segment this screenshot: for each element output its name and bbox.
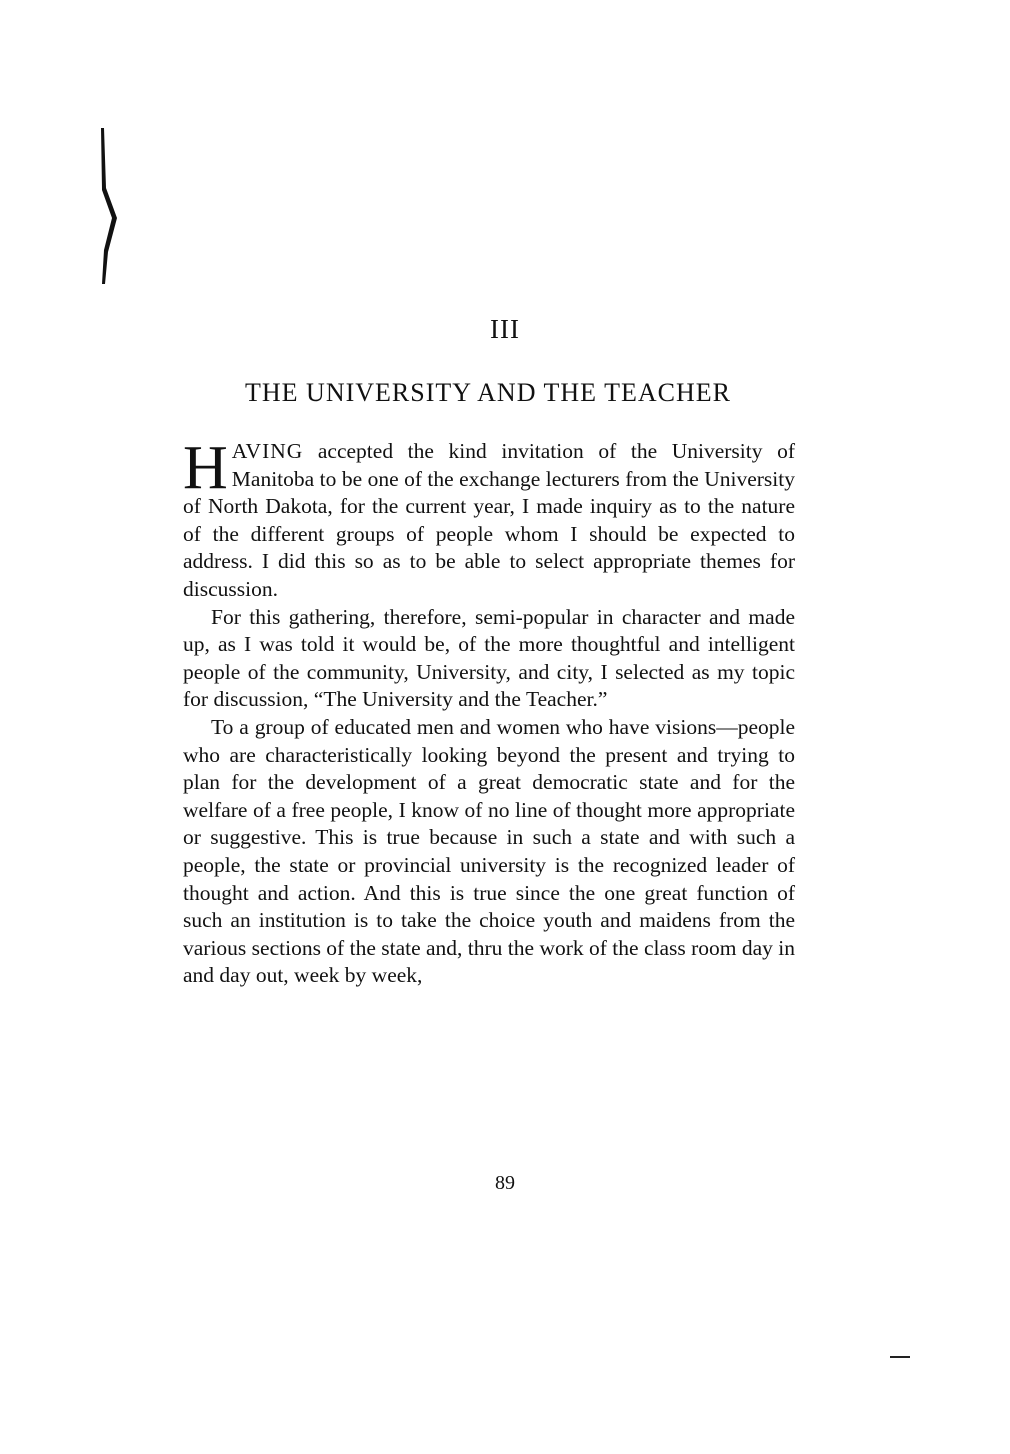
chapter-title: THE UNIVERSITY AND THE TEACHER [245,378,731,407]
page-number: 89 [495,1172,515,1194]
scan-dash-mark [890,1356,910,1358]
paragraph-text: accepted the kind invitation of the University of Manitoba to be one of the exchange lecturers from the University of North Dakota, for the current year, I made inquiry as to the nature of the different groups of people whom I should be expected to address. I did this so as to be able to select appropriate themes for discussion. [183,439,795,601]
paragraph-text: For this gathering, therefore, semi-popular in character and made up, as I was told it would be, of the more thoughtful and intelligent people of the community, University, and city, I selected as my topic for discussion, “The University and the Teacher.” [183,604,795,712]
scan-margin-mark [95,128,125,284]
chapter-number: III [490,314,520,344]
paragraph [183,434,795,604]
paragraph [183,714,795,990]
body-text [183,434,796,990]
paragraph [183,604,795,714]
first-word: AVING [231,439,304,463]
drop-cap: H [183,434,228,502]
paragraph-text: To a group of educated men and women who have visions—people who are characteristically looking beyond the present and trying to plan for the development of a great democratic state and for the welfare of a free people, I know of no line of thought more appropriate or suggestive. This is true because in such a state and with such a people, the state or provincial university is the recognized leader of thought and action. And this is true since the one great function of such an institution is to take the choice youth and maidens from the various sections of the state and, thru the work of the class room day in and day out, week by week, [183,714,796,988]
